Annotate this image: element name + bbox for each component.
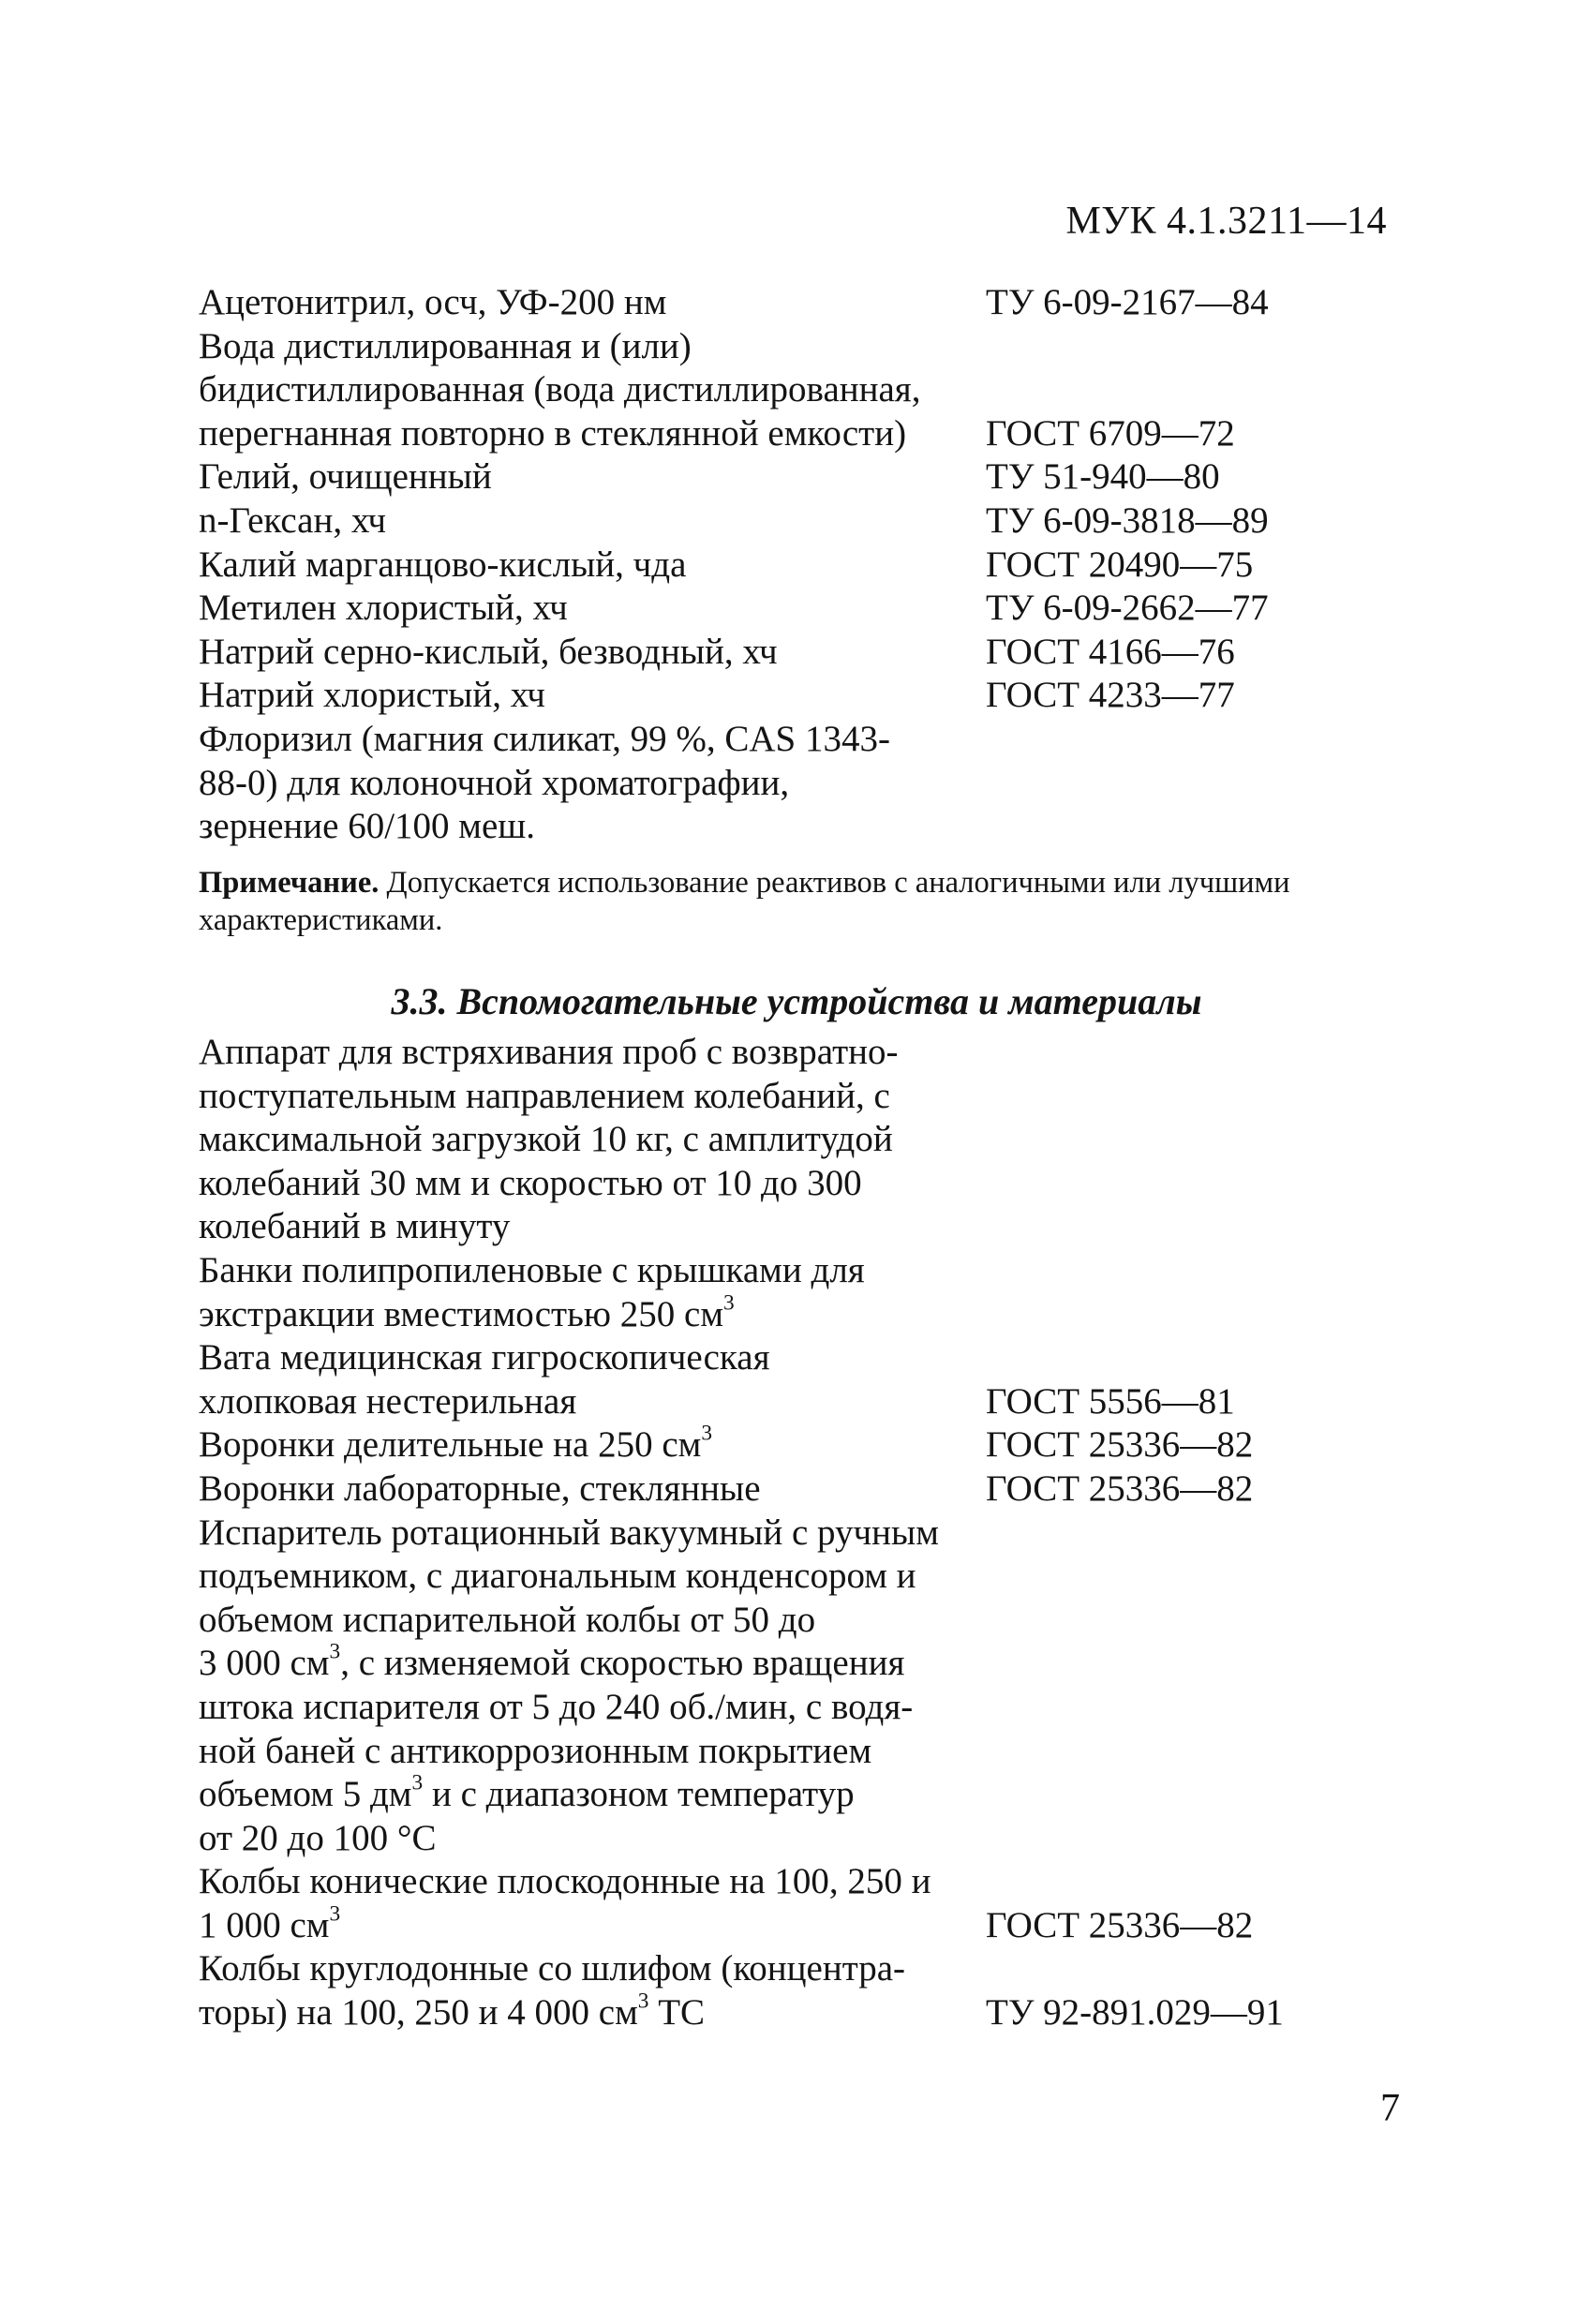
item-line: торы) на 100, 250 и 4 000 $см^3$ ТС [199, 1989, 706, 2034]
item-name [199, 1423, 986, 1467]
reagents-item [199, 455, 1407, 499]
item-standard: ГОСТ 4166—76 [986, 631, 1235, 672]
reagents-item [199, 544, 1407, 588]
equipment-item [199, 1423, 1407, 1467]
equipment-item [199, 1512, 1407, 1861]
item-line: 1 000 $см^3$ [199, 1901, 341, 1945]
reagents-item [199, 499, 1407, 544]
item-standard: ТУ 6-09-2167—84 [986, 282, 1269, 322]
item-standard: ТУ 92-891.029—91 [986, 1992, 1284, 2034]
item-standard: ТУ 51-940—80 [986, 456, 1220, 498]
superscript: 3 [411, 1770, 424, 1795]
item-standard: ГОСТ 20490—75 [986, 544, 1254, 585]
equipment-list [199, 1031, 1407, 2035]
superscript: 3 [701, 1421, 713, 1446]
item-standard: ГОСТ 25336—82 [986, 1467, 1254, 1509]
item-line: штока испарителя от 5 до 240 об./мин, с водя- [199, 1686, 914, 1727]
item-line: хлопковая нестерильная [199, 1380, 577, 1422]
item-line: Колбы круглодонные со шлифом (концентра- [199, 1948, 906, 1989]
equipment-item [199, 1947, 1407, 2034]
item-name [199, 1947, 986, 2034]
superscript: 3 [637, 1989, 649, 2014]
item-name [199, 674, 986, 718]
reagents-item [199, 325, 1407, 456]
item-name [199, 1512, 986, 1861]
equipment-item [199, 1467, 1407, 1512]
reagents-item [199, 674, 1407, 718]
note-text: Допускается использование реактивов с аналогичными или лучшими характеристиками. [199, 866, 1290, 937]
superscript: 3 [329, 1901, 341, 1927]
item-line: ной баней с антикоррозионным покрытием [199, 1730, 872, 1771]
item-standard: ГОСТ 5556—81 [986, 1380, 1235, 1422]
reagents-item [199, 718, 1407, 849]
item-name [199, 587, 986, 631]
item-name [199, 1031, 986, 1249]
document-code: МУК 4.1.3211—14 [1065, 200, 1387, 243]
equipment-item [199, 1249, 1407, 1336]
item-line: Воронки делительные на 250 $см^3$ [199, 1421, 713, 1466]
reagents-item [199, 281, 1407, 325]
item-line: максимальной загрузкой 10 кг, с амплитудой [199, 1119, 893, 1160]
item-line: n-Гексан, хч [199, 499, 386, 541]
item-line: Натрий серно-кислый, безводный, хч [199, 631, 778, 672]
note-label: Примечание. [199, 866, 380, 900]
item-name [199, 544, 986, 588]
item-name [199, 499, 986, 544]
item-standard: ГОСТ 25336—82 [986, 1904, 1254, 1945]
item-line: объемом испарительной колбы от 50 до [199, 1599, 816, 1640]
item-name [199, 325, 986, 456]
item-line: колебаний 30 мм и скоростью от 10 до 300 [199, 1162, 862, 1203]
item-line: перегнанная повторно в стеклянной емкости) [199, 412, 907, 454]
item-line: Вода дистиллированная и (или) [199, 325, 692, 366]
item-line: колебаний в минуту [199, 1206, 511, 1247]
item-line: Аппарат для встряхивания проб с возвратно- [199, 1032, 899, 1072]
item-standard: ТУ 6-09-2662—77 [986, 588, 1269, 629]
equipment-item [199, 1031, 1407, 1249]
item-line: Калий марганцово-кислый, чда [199, 544, 687, 585]
item-line: Банки полипропиленовые с крышками для [199, 1249, 865, 1290]
item-line: Гелий, очищенный [199, 456, 492, 498]
item-line: поступательным направлением колебаний, с [199, 1075, 890, 1116]
item-standard: ГОСТ 4233—77 [986, 675, 1235, 716]
reagents-list [199, 281, 1407, 849]
equipment-item [199, 1336, 1407, 1423]
item-line: подъемником, с диагональным конденсором и [199, 1556, 916, 1597]
item-name [199, 281, 986, 325]
item-name [199, 1860, 986, 1947]
item-name [199, 1249, 986, 1336]
item-line: от 20 до 100 °С [199, 1817, 437, 1858]
note [199, 864, 1407, 939]
item-name [199, 455, 986, 499]
section-title: 3.3. Вспомогательные устройства и материалы [391, 980, 1202, 1022]
item-line: 88-0) для колоночной хроматографии, [199, 762, 790, 803]
reagents-item [199, 587, 1407, 631]
item-standard: ГОСТ 25336—82 [986, 1424, 1254, 1466]
item-line: Ацетонитрил, осч, УФ-200 нм [199, 282, 667, 322]
equipment-item [199, 1860, 1407, 1947]
item-line: Колбы конические плоскодонные на 100, 250 и [199, 1861, 931, 1902]
item-line: Метилен хлористый, хч [199, 588, 568, 629]
item-line: Флоризил (магния силикат, 99 %, CAS 1343- [199, 718, 890, 759]
item-line: Воронки лабораторные, стеклянные [199, 1467, 761, 1509]
item-name [199, 631, 986, 675]
superscript: 3 [329, 1639, 341, 1664]
item-line: бидистиллированная (вода дистиллированная, [199, 369, 921, 410]
item-line: 3 000 $см^3$, с изменяемой скоростью вращения [199, 1639, 905, 1684]
item-line: объемом 5 $дм^3$ и с диапазоном температур [199, 1770, 855, 1815]
superscript: 3 [723, 1290, 735, 1316]
item-line: экстракции вместимостью 250 $см^3$ [199, 1290, 735, 1334]
item-name [199, 1336, 986, 1423]
item-name [199, 1467, 986, 1512]
item-line: Испаритель ротационный вакуумный с ручным [199, 1512, 939, 1553]
item-name [199, 718, 986, 849]
item-line: Вата медицинская гигроскопическая [199, 1337, 770, 1378]
page-number: 7 [1380, 2087, 1400, 2130]
item-standard: ТУ 6-09-3818—89 [986, 499, 1269, 541]
item-standard: ГОСТ 6709—72 [986, 412, 1235, 454]
item-line: Натрий хлористый, хч [199, 675, 545, 716]
reagents-item [199, 631, 1407, 675]
item-line: зернение 60/100 меш. [199, 806, 536, 847]
